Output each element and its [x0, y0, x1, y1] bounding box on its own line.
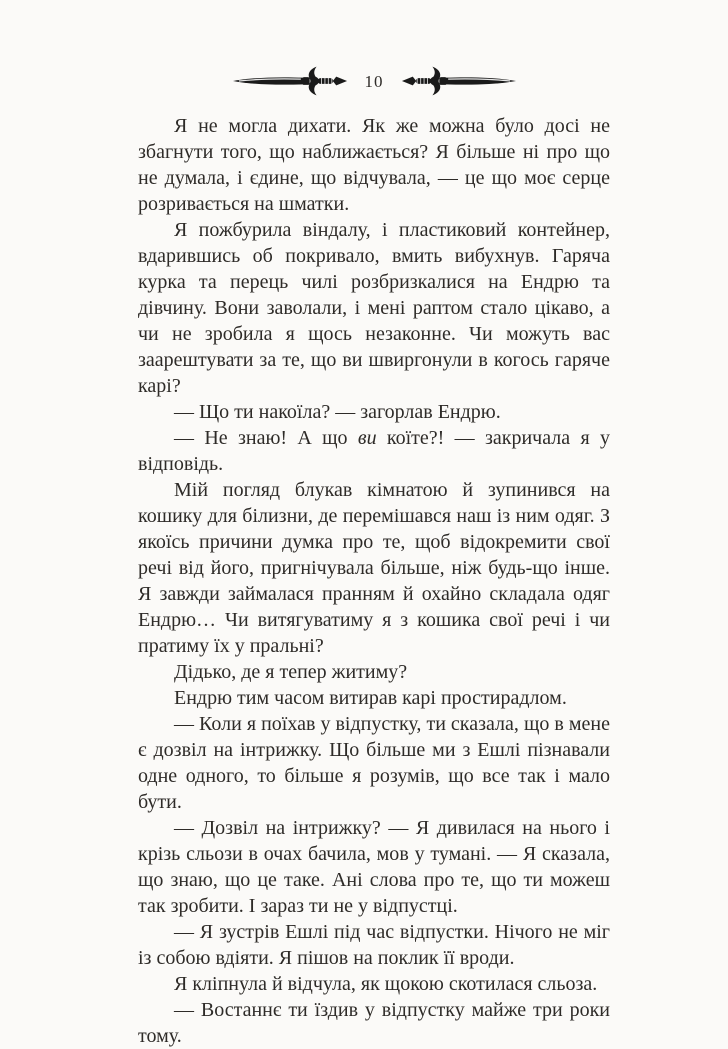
paragraph — [138, 711, 610, 815]
paragraph-text: — Що ти накоїла? — загорлав Ендрю. — [174, 401, 501, 423]
paragraph-text: коїте?! — закричала я у відповідь. — [138, 427, 610, 475]
paragraph — [138, 425, 610, 477]
sword-ornament-left-icon — [232, 66, 350, 96]
paragraph-text: — Востаннє ти їздив у відпустку майже три роки тому. — [138, 999, 610, 1047]
paragraph — [138, 477, 610, 659]
paragraph — [138, 113, 610, 217]
paragraph-text: — Не знаю! А що — [174, 427, 358, 449]
paragraph — [138, 399, 610, 425]
paragraph-text: — Дозвіл на інтрижку? — Я дивилася на нього і крізь сльози в очах бачила, мов у тумані. — Я сказала, що знаю, що це таке. Ані слова про те, що ти можеш так зробити. І зараз ти не у відпустці. — [138, 817, 610, 917]
paragraph — [138, 997, 610, 1049]
emphasized-text: ви — [357, 427, 377, 449]
paragraph — [138, 217, 610, 399]
paragraph-text: Мій погляд блукав кімнатою й зупинився на кошику для білизни, де перемішався наш із ним одяг. З якоїсь причини думка про те, щоб відокремити свої речі від його, пригнічувала більше, ніж будь-що інше. Я завжди займалася пранням й охайно складала одяг Ендрю… Чи витягуватиму я з кошика свої речі і чи пратиму їх у пральні? — [138, 479, 610, 657]
paragraph — [138, 659, 610, 685]
paragraph-text: — Коли я поїхав у відпустку, ти сказала, що в мене є дозвіл на інтрижку. Що більше ми з Ешлі пізнавали одне одного, то більше я розумів, що все так і мало бути. — [138, 713, 610, 813]
paragraph — [138, 685, 610, 711]
page-text — [138, 113, 610, 1049]
page-header — [138, 64, 610, 98]
page-number: 10 — [364, 71, 384, 91]
paragraph-text: — Я зустрів Ешлі під час відпустки. Нічого не міг із собою вдіяти. Я пішов на поклик її вроди. — [138, 921, 610, 969]
paragraph-text: Я пожбурила віндалу, і пластиковий контейнер, вдарившись об покривало, вмить вибухнув. Гаряча курка та перець чилі розбризкалися на Ендрю та дівчину. Вони заволали, і мені раптом стало цікаво, а чи не зробила я щось незаконне. Чи можуть вас заарештувати за те, що ви швиргонули в когось гаряче карі? — [138, 219, 610, 397]
paragraph — [138, 971, 610, 997]
paragraph-text: Ендрю тим часом витирав карі простирадлом. — [174, 687, 567, 709]
paragraph-text: Я не могла дихати. Як же можна було досі не збагнути того, що наближається? Я більше ні про що не думала, і єдине, що відчувала, — це що моє серце розривається на шматки. — [138, 115, 610, 215]
paragraph-text: Я кліпнула й відчула, як щокою скотилася сльоза. — [174, 973, 598, 995]
paragraph — [138, 815, 610, 919]
sword-ornament-right-icon — [399, 66, 517, 96]
paragraph — [138, 919, 610, 971]
paragraph-text: Дідько, де я тепер житиму? — [174, 661, 408, 683]
